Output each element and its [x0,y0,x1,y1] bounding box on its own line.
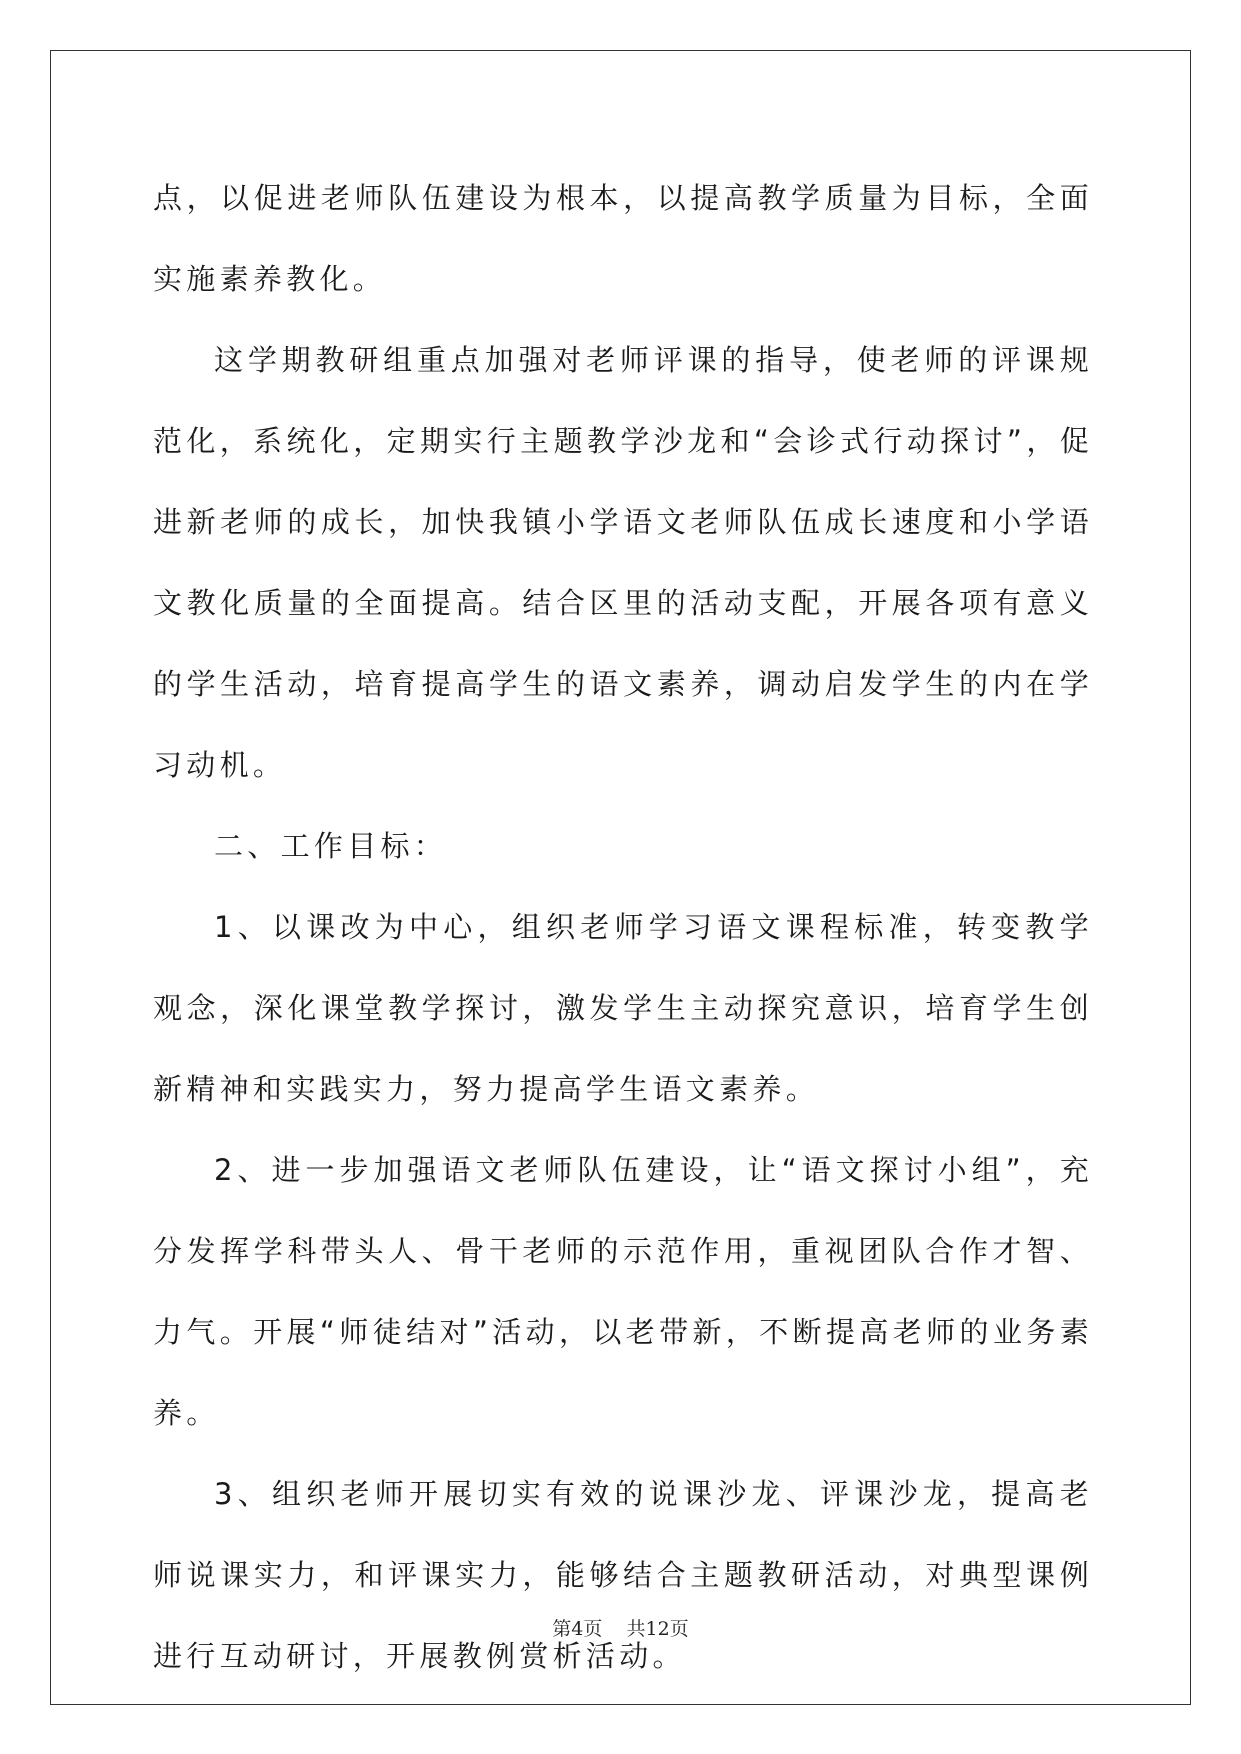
page-number: 第4页 [552,1618,603,1640]
paragraph-1: 点，以促进老师队伍建设为根本，以提高教学质量为目标，全面实施素养教化。 [153,181,1093,296]
document-body [153,158,1093,1697]
paragraph-goal-1: 1、以课改为中心，组织老师学习语文课程标准，转变教学观念，深化课堂教学探讨，激发学生主动探究意识，培育学生创新精神和实践实力，努力提高学生语文素养。 [153,910,1093,1106]
page-footer [0,1614,1241,1641]
paragraph-goal-2: 2、进一步加强语文老师队伍建设，让“语文探讨小组”，充分发挥学科带头人、骨干老师的示范作用，重视团队合作才智、力气。开展“师徒结对”活动，以老带新，不断提高老师的业务素养。 [153,1153,1093,1430]
paragraph-goal-3: 3、组织老师开展切实有效的说课沙龙、评课沙龙，提高老师说课实力，和评课实力，能够结合主题教研活动，对典型课例进行互动研讨，开展教例赏析活动。 [153,1477,1093,1673]
section-heading-work-goals: 二、工作目标： [214,829,448,863]
page-total: 共12页 [626,1618,689,1640]
paragraph-2: 这学期教研组重点加强对老师评课的指导，使老师的评课规范化，系统化，定期实行主题教学沙龙和“会诊式行动探讨”，促进新老师的成长，加快我镇小学语文老师队伍成长速度和小学语文教化质量的全面提高。结合区里的活动支配，开展各项有意义的学生活动，培育提高学生的语文素养，调动启发学生的内在学习动机。 [153,343,1093,782]
